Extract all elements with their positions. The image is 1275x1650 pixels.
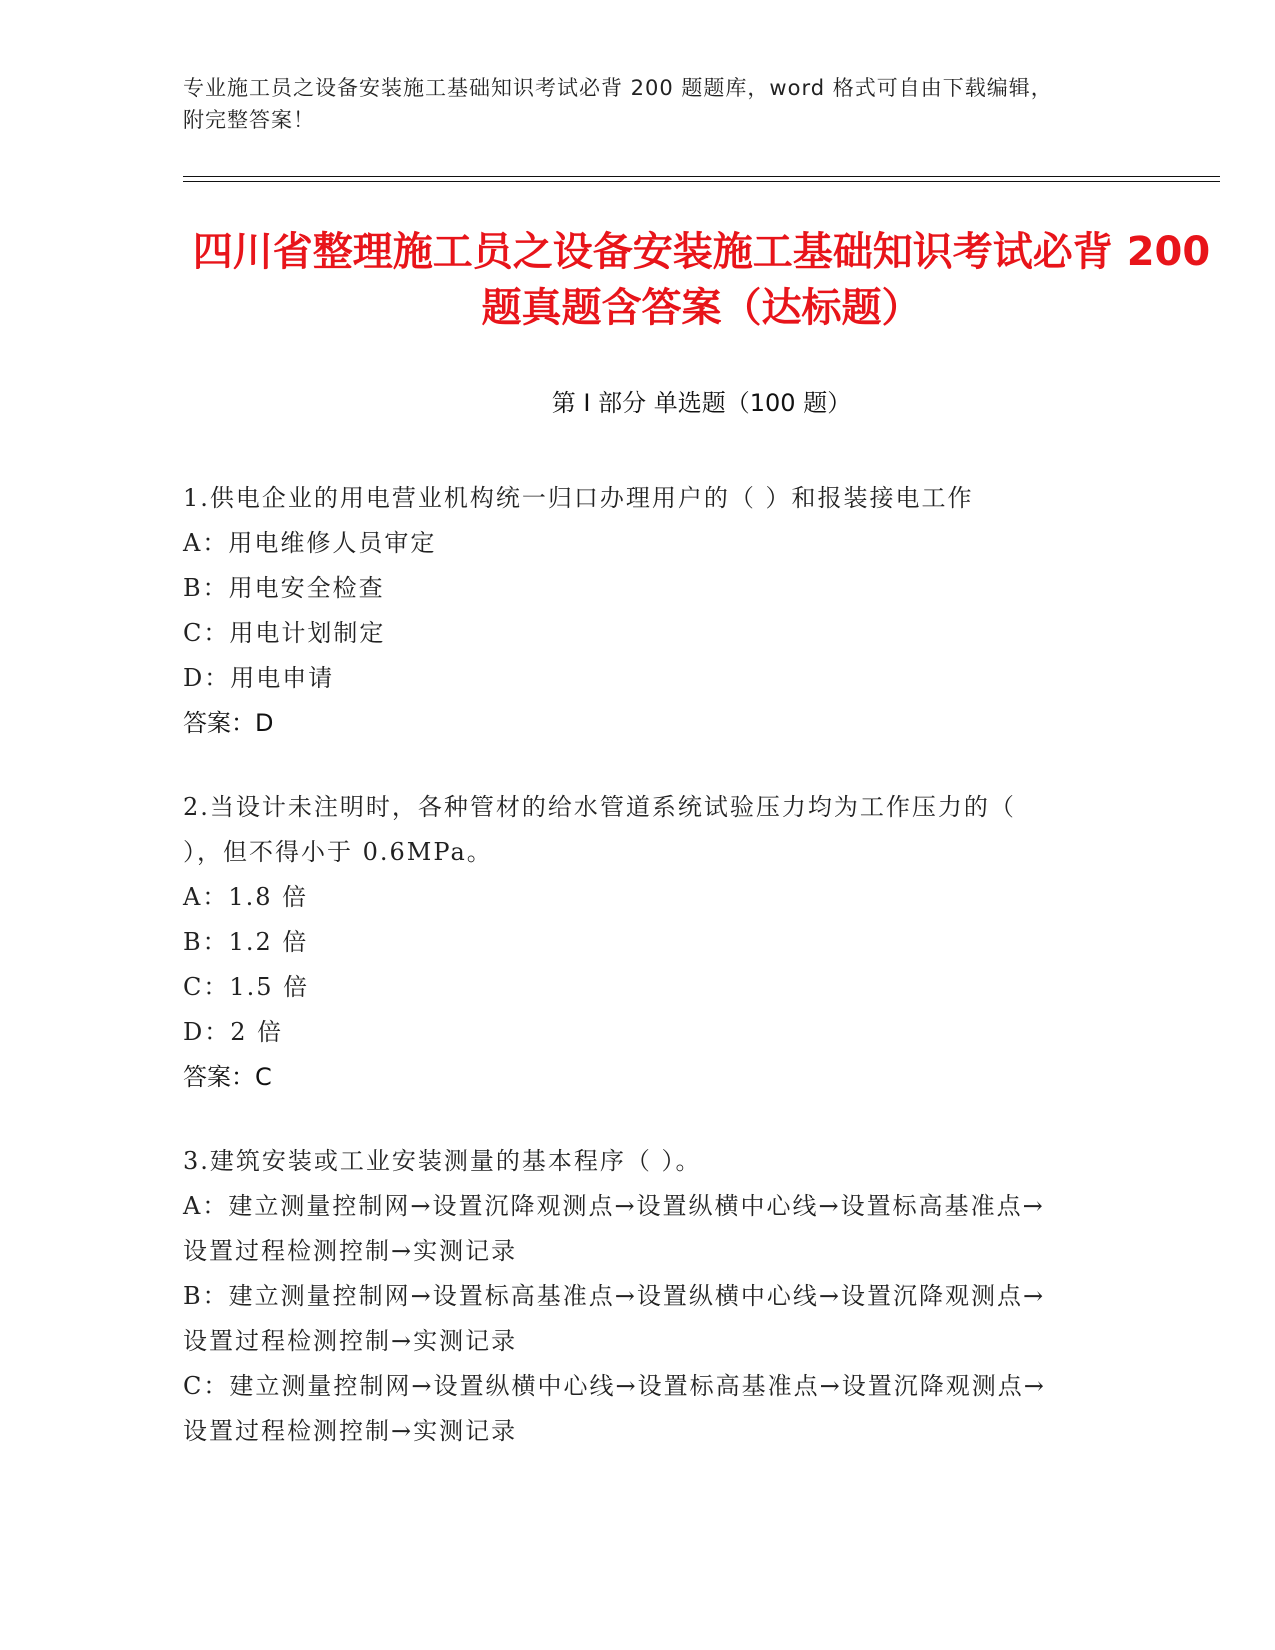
document-title: 四川省整理施工员之设备安装施工基础知识考试必背 200 题真题含答案（达标题） <box>192 229 1211 331</box>
option-b: B：用电安全检查 <box>183 574 385 602</box>
question-1 <box>183 476 1053 746</box>
option-b: B：1.2 倍 <box>183 928 309 956</box>
section-title: 第 I 部分 单选题（100 题） <box>551 389 852 417</box>
header-rule-bottom <box>183 181 1220 182</box>
option-b: B：建立测量控制网→设置标高基准点→设置纵横中心线→设置沉降观测点→设置过程检测控制→实测记录 <box>183 1282 1046 1355</box>
question-stem: 3.建筑安装或工业安装测量的基本程序（ ）。 <box>183 1147 702 1175</box>
option-a: A：建立测量控制网→设置沉降观测点→设置纵横中心线→设置标高基准点→设置过程检测控制→实测记录 <box>183 1192 1045 1265</box>
question-2 <box>183 785 1053 1100</box>
question-stem: 2.当设计未注明时，各种管材的给水管道系统试验压力均为工作压力的（ ），但不得小于 0.6MPa。 <box>183 793 1016 866</box>
option-c: C：1.5 倍 <box>183 973 310 1001</box>
option-a: A：1.8 倍 <box>183 883 309 911</box>
question-stem: 1.供电企业的用电营业机构统一归口办理用户的（ ）和报装接电工作 <box>183 484 974 512</box>
question-3 <box>183 1139 1053 1454</box>
option-d: D：2 倍 <box>183 1018 284 1046</box>
option-c: C：建立测量控制网→设置纵横中心线→设置标高基准点→设置沉降观测点→设置过程检测控制→实测记录 <box>183 1372 1046 1445</box>
option-c: C：用电计划制定 <box>183 619 386 647</box>
header-note: 专业施工员之设备安装施工基础知识考试必背 200 题题库，word 格式可自由下载编辑，附完整答案！ <box>183 76 1053 132</box>
header-rule-top <box>183 176 1220 177</box>
answer-line: 答案：C <box>183 1063 272 1091</box>
option-d: D：用电申请 <box>183 664 335 692</box>
question-list <box>183 476 1053 1493</box>
answer-line: 答案：D <box>183 709 274 737</box>
option-a: A：用电维修人员审定 <box>183 529 437 557</box>
